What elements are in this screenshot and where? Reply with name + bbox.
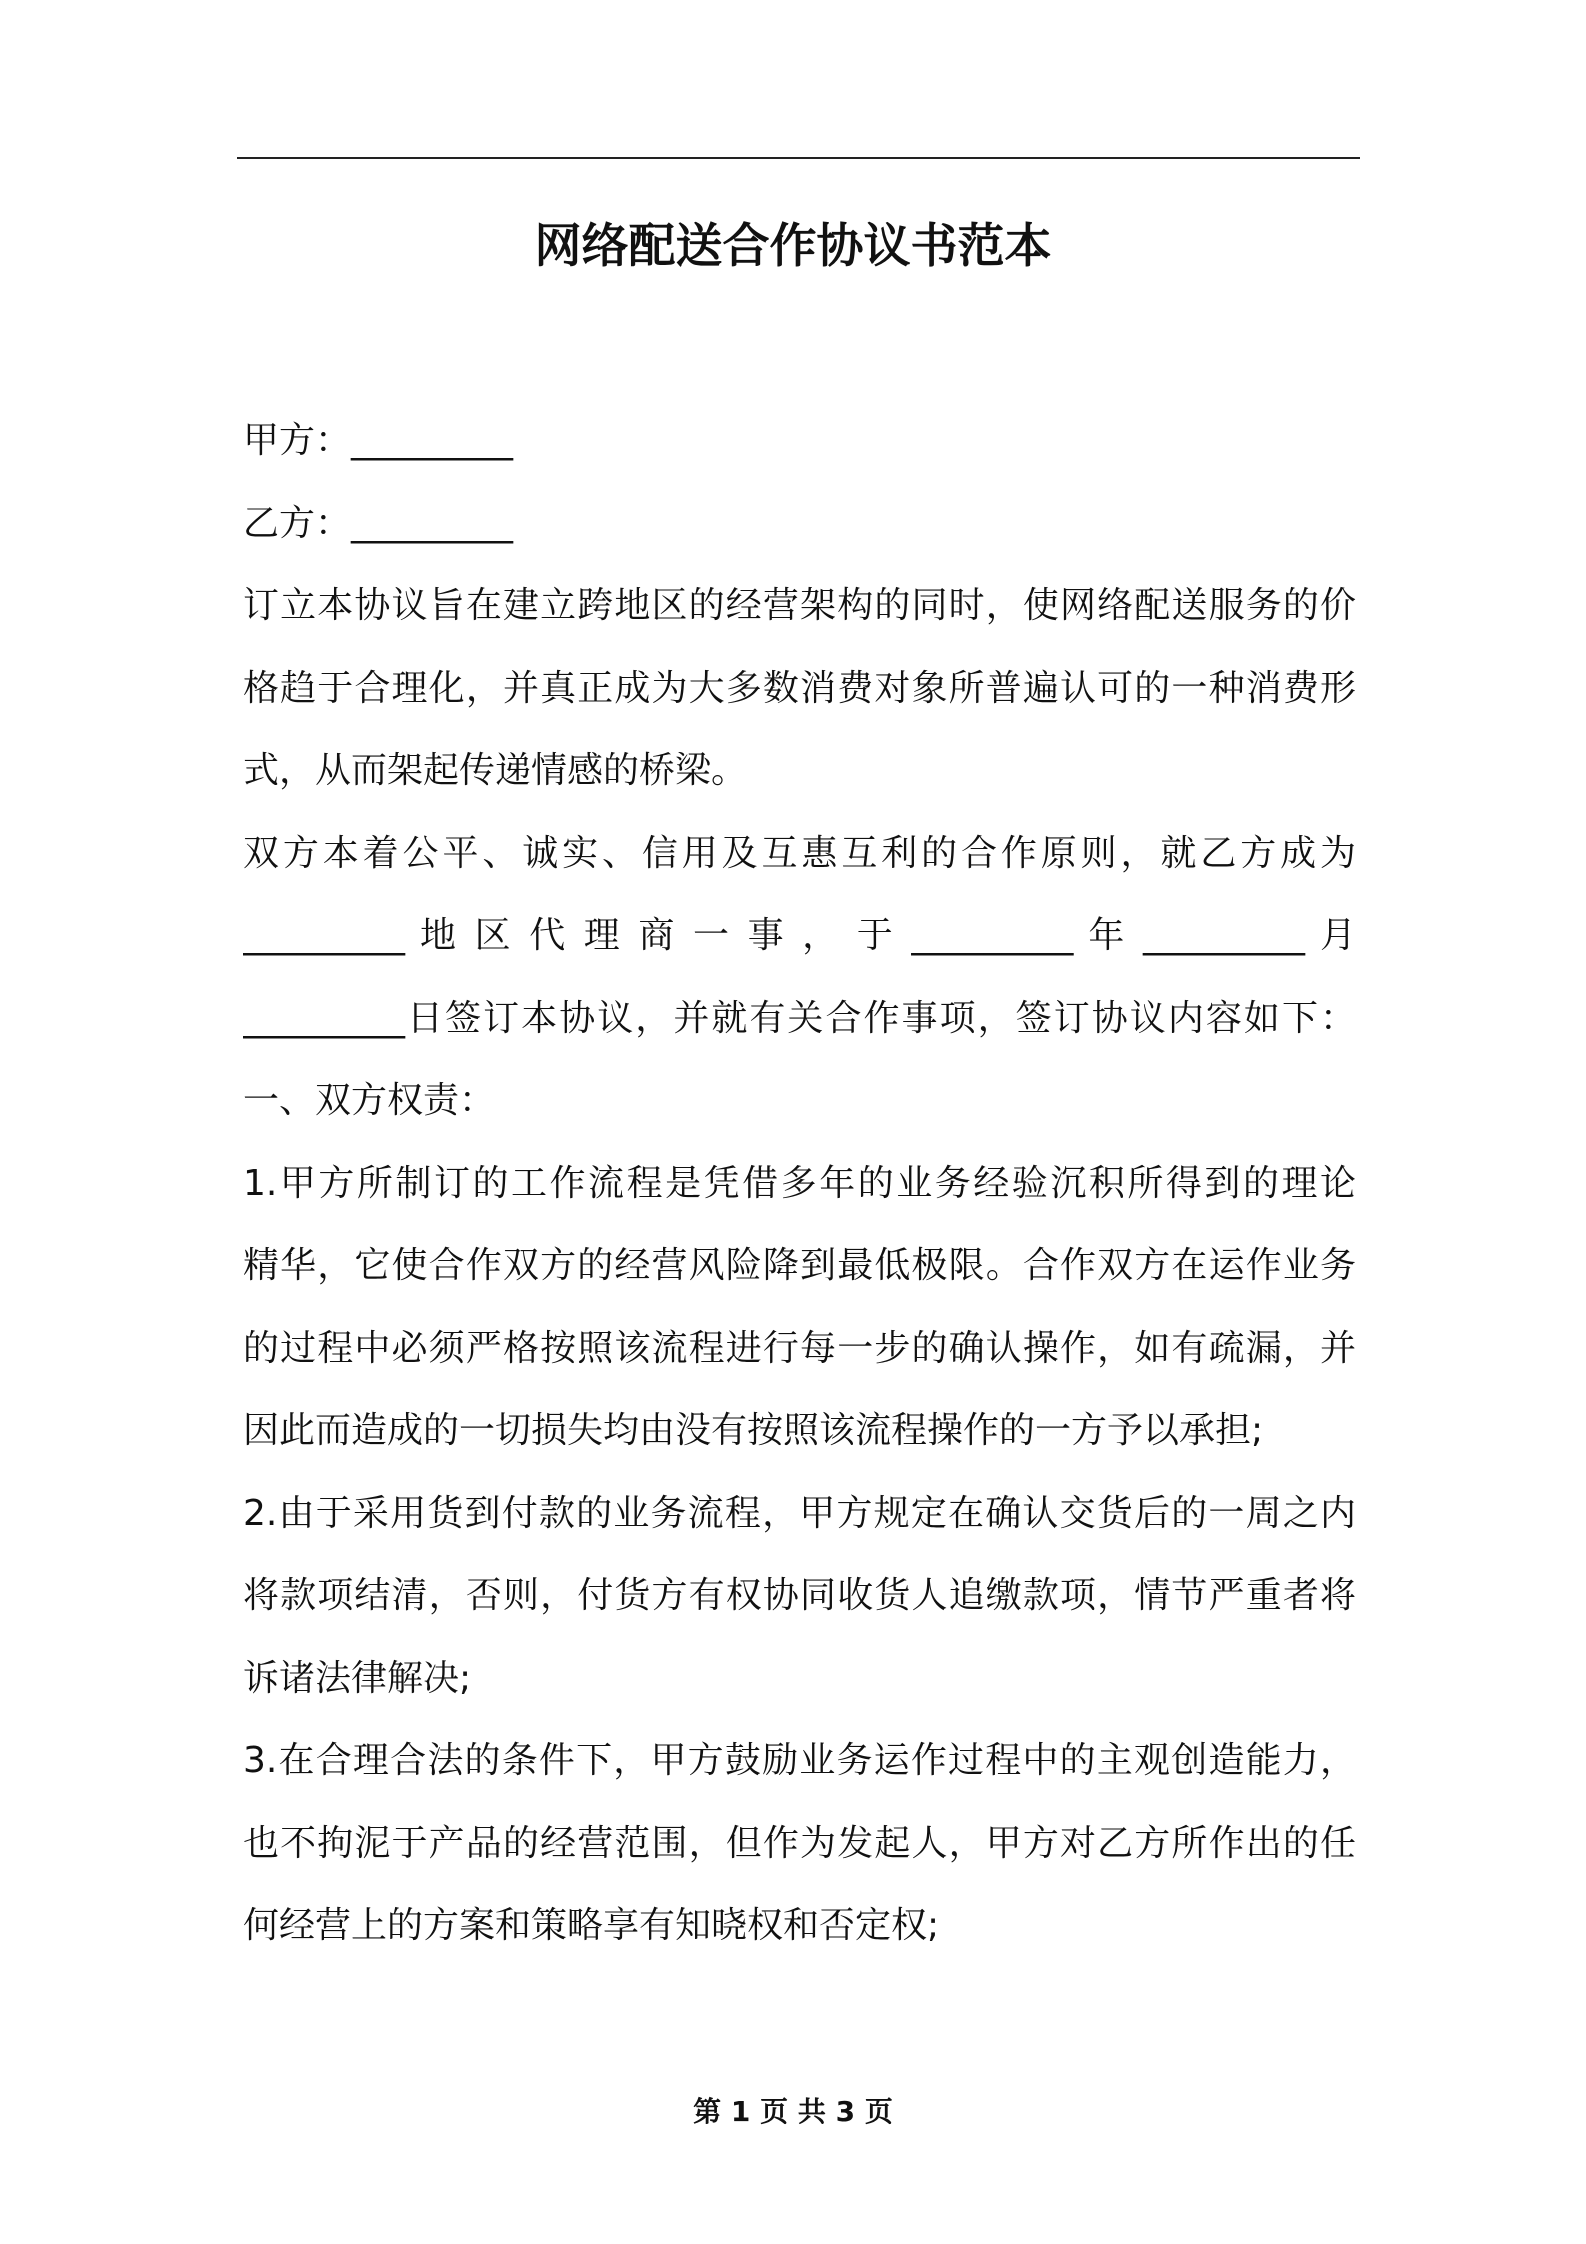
text-line: 因此而造成的一切损失均由没有按照该流程操作的一方予以承担; [243,1410,1264,1451]
section-heading: 一、双方权责： [243,1080,496,1121]
text-line: 式，从而架起传递情感的桥梁。 [243,750,748,791]
text-line: 双方本着公平、诚实、信用及互惠互利的合作原则，就乙方成为 [243,832,1356,874]
text-line: 3.在合理合法的条件下，甲方鼓励业务运作过程中的主观创造能力， [243,1740,1356,1781]
header-rule [237,157,1360,159]
text-line: 乙方：_________ [243,502,514,544]
text-line: 何经营上的方案和策略享有知晓权和否定权; [243,1905,940,1946]
text-line: 订立本协议旨在建立跨地区的经营架构的同时，使网络配送服务的价 [243,585,1356,626]
text-line: 格趋于合理化，并真正成为大多数消费对象所普遍认可的一种消费形 [243,667,1356,709]
text-line: 精华，它使合作双方的经营风险降到最低极限。合作双方在运作业务 [243,1245,1356,1286]
page-number: 第 1 页 共 3 页 [693,2095,893,2128]
text-line: 诉诸法律解决; [243,1657,472,1699]
text-line: 甲方：_________ [243,420,514,461]
document-title: 网络配送合作协议书范本 [534,219,1052,274]
text-line: _________日签订本协议，并就有关合作事项，签订协议内容如下： [243,997,1356,1039]
text-line: _________ 地 区 代 理 商 一 事 ， 于 _________ 年 _________ 月 [243,915,1356,956]
text-line: 的过程中必须严格按照该流程进行每一步的确认操作，如有疏漏，并 [243,1327,1356,1369]
text-line: 将款项结清，否则，付货方有权协同收货人追缴款项，情节严重者将 [243,1575,1356,1616]
text-line: 也不拘泥于产品的经营范围，但作为发起人，甲方对乙方所作出的任 [243,1822,1356,1864]
text-line: 2.由于采用货到付款的业务流程，甲方规定在确认交货后的一周之内 [243,1492,1356,1534]
text-line: 1.甲方所制订的工作流程是凭借多年的业务经验沉积所得到的理论 [243,1162,1356,1204]
document-body [243,400,1356,1968]
